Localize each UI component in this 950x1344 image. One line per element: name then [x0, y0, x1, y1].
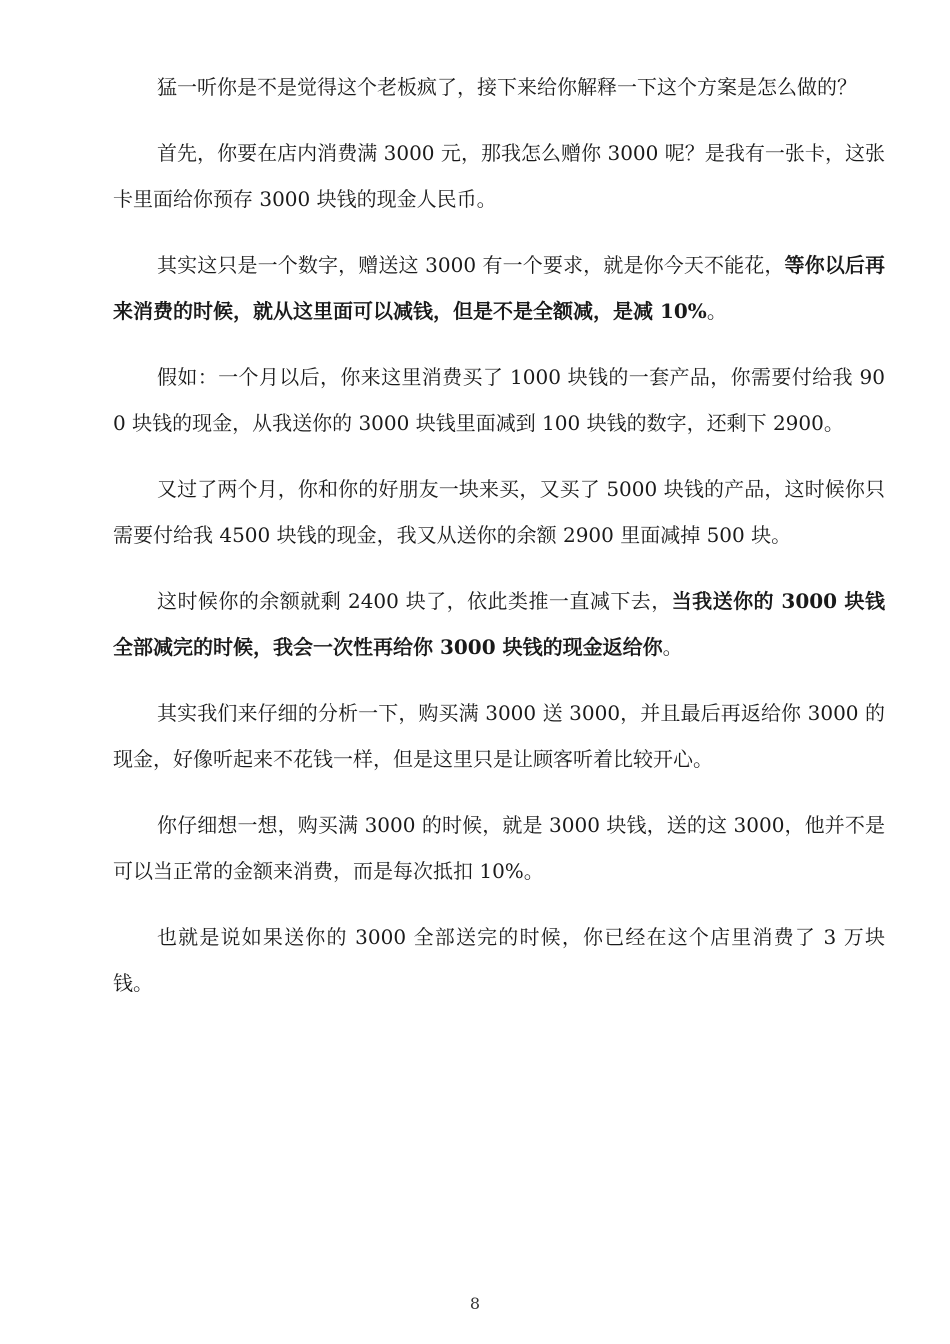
text-run: 。: [706, 299, 727, 323]
paragraph-7: [113, 690, 885, 782]
text-run: 其实我们来仔细的分析一下，购买满 3000 送 3000，并且最后再返给你 3000 的现金，好像听起来不花钱一样，但是这里只是让顾客听着比较开心。: [113, 701, 885, 771]
bold-text-run: 等你以后再来消费的时候，就从这里面可以减钱，但是不是全额减，是减 10%: [113, 253, 885, 323]
text-run: 这时候你的余额就剩 2400 块了，依此类推一直减下去，: [157, 589, 672, 613]
text-run: 首先，你要在店内消费满 3000 元，那我怎么赠你 3000 呢？是我有一张卡，这张卡里面给你预存 3000 块钱的现金人民币。: [113, 141, 885, 211]
paragraph-8: [113, 802, 885, 894]
document-body: [113, 64, 885, 1026]
paragraph-4: [113, 354, 885, 446]
paragraph-9: [113, 914, 885, 1006]
page-number: 8: [469, 1294, 481, 1313]
bold-text-run: 当我送你的 3000 块钱全部减完的时候，我会一次性再给你 3000 块钱的现金返给你: [113, 589, 885, 659]
text-run: 假如：一个月以后，你来这里消费买了 1000 块钱的一套产品，你需要付给我 900 块钱的现金，从我送你的 3000 块钱里面减到 100 块钱的数字，还剩下 2900。: [113, 365, 885, 435]
text-run: 你仔细想一想，购买满 3000 的时候，就是 3000 块钱，送的这 3000，他并不是可以当正常的金额来消费，而是每次抵扣 10%。: [113, 813, 885, 883]
paragraph-6: [113, 578, 885, 670]
paragraph-3: [113, 242, 885, 334]
text-run: 猛一听你是不是觉得这个老板疯了，接下来给你解释一下这个方案是怎么做的？: [157, 75, 857, 99]
text-run: 也就是说如果送你的 3000 全部送完的时候，你已经在这个店里消费了 3 万块钱。: [113, 925, 885, 995]
paragraph-1: [113, 64, 885, 110]
text-run: 又过了两个月，你和你的好朋友一块来买，又买了 5000 块钱的产品，这时候你只需要付给我 4500 块钱的现金，我又从送你的余额 2900 里面减掉 500 块。: [113, 477, 885, 547]
paragraph-2: [113, 130, 885, 222]
paragraph-5: [113, 466, 885, 558]
text-run: 其实这只是一个数字，赠送这 3000 有一个要求，就是你今天不能花，: [157, 253, 785, 277]
text-run: 。: [662, 635, 683, 659]
